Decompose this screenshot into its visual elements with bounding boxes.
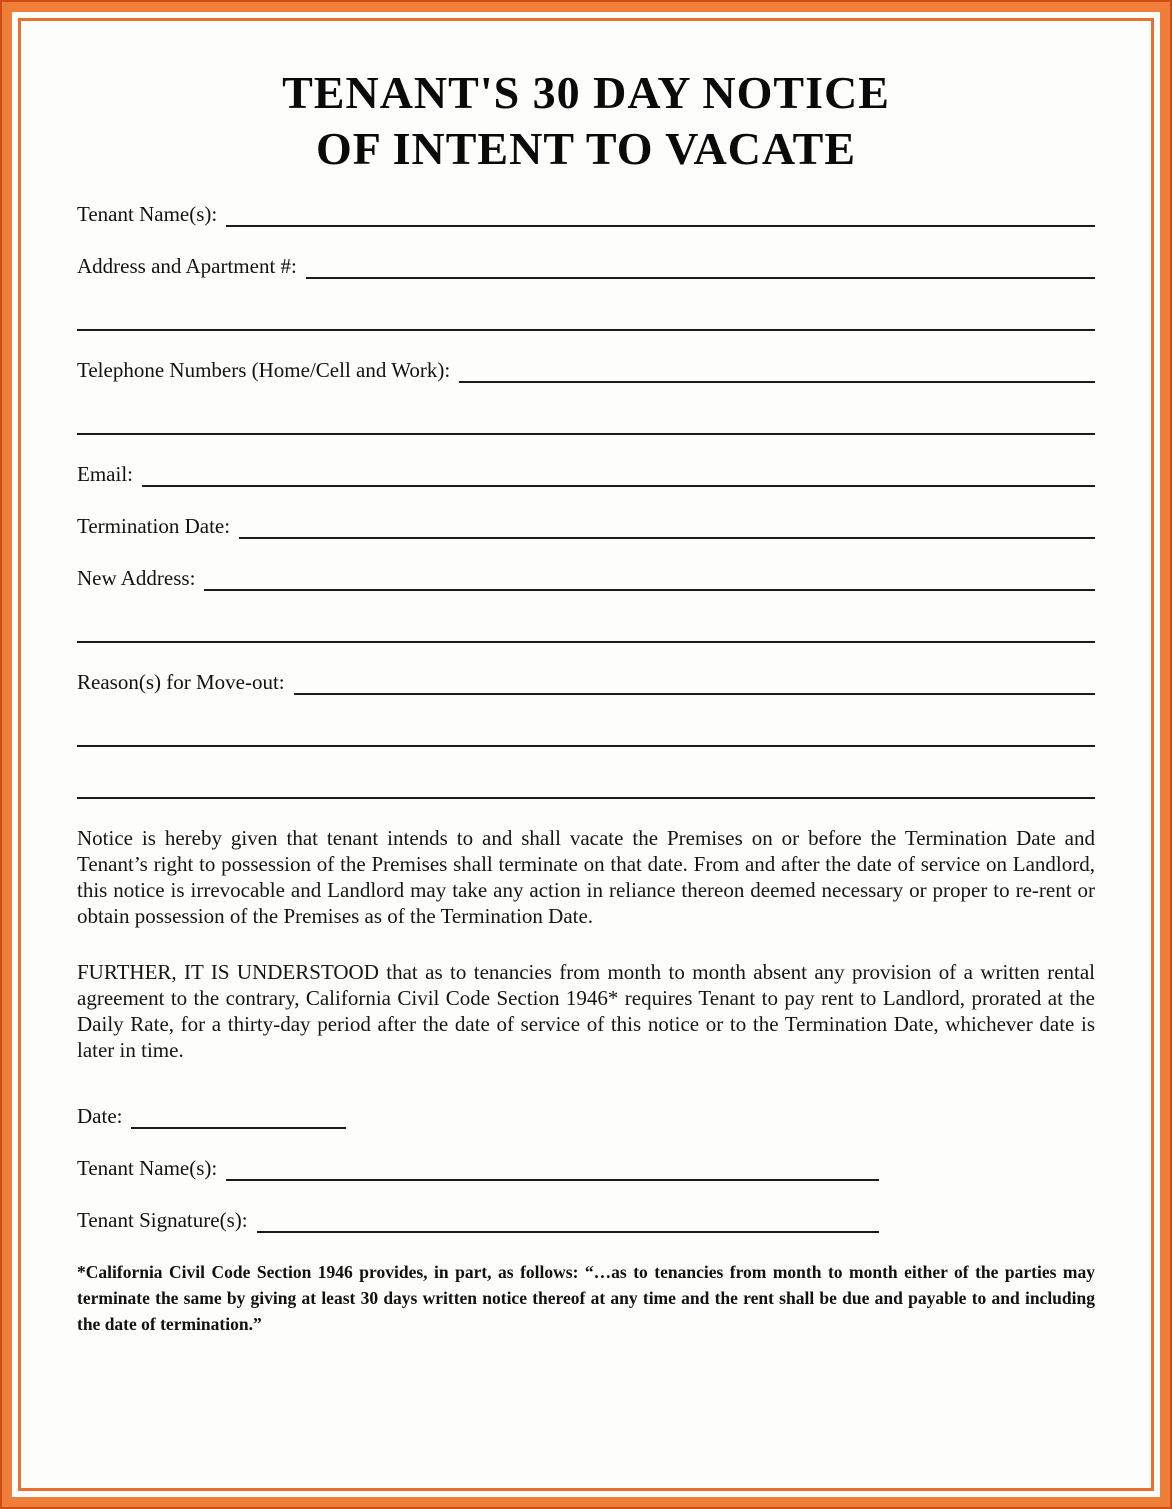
date-label: Date: <box>77 1104 123 1129</box>
signature-row-tenant-names <box>77 1155 879 1181</box>
field-row-reason-cont-2 <box>77 773 1095 799</box>
telephone-label: Telephone Numbers (Home/Cell and Work): <box>77 358 451 383</box>
page <box>18 18 1154 1491</box>
signature-tenant-names-label: Tenant Name(s): <box>77 1156 218 1181</box>
field-row-telephone-cont <box>77 409 1095 435</box>
email-label: Email: <box>77 462 133 487</box>
telephone-input-line-1[interactable] <box>459 357 1095 383</box>
field-row-address <box>77 253 1095 279</box>
field-row-email <box>77 461 1095 487</box>
address-label: Address and Apartment #: <box>77 254 297 279</box>
field-row-telephone <box>77 357 1095 383</box>
notice-paragraph: Notice is hereby given that tenant intends to and shall vacate the Premises on or before the Termination Date and Tenant’s right to possession of the Premises shall terminate on that date. From and after the date of service on Landlord, this notice is irrevocable and Landlord may take any action in reliance thereon deemed necessary or proper to re-rent or obtain possession of the Premises as of the Termination Date. <box>77 826 1095 929</box>
date-input-line[interactable] <box>131 1103 346 1129</box>
new-address-input-line-2[interactable] <box>77 617 1095 643</box>
termination-date-label: Termination Date: <box>77 514 231 539</box>
new-address-input-line-1[interactable] <box>204 565 1095 591</box>
new-address-label: New Address: <box>77 566 196 591</box>
field-row-termination-date <box>77 513 1095 539</box>
title-line-2: OF INTENT TO VACATE <box>315 123 857 175</box>
field-row-reason-cont-1 <box>77 721 1095 747</box>
reason-input-line-3[interactable] <box>77 773 1095 799</box>
tenant-signature-label: Tenant Signature(s): <box>77 1208 248 1233</box>
signature-row-date <box>77 1103 1095 1129</box>
field-row-tenant-names <box>77 201 1095 227</box>
field-row-reason <box>77 669 1095 695</box>
field-row-new-address-cont <box>77 617 1095 643</box>
reason-input-line-1[interactable] <box>294 669 1095 695</box>
reason-input-line-2[interactable] <box>77 721 1095 747</box>
field-row-new-address <box>77 565 1095 591</box>
signature-row-tenant-signature <box>77 1207 879 1233</box>
email-input-line[interactable] <box>142 461 1095 487</box>
page-border-gap <box>12 12 1160 1497</box>
field-row-address-cont <box>77 305 1095 331</box>
telephone-input-line-2[interactable] <box>77 409 1095 435</box>
signature-tenant-names-input-line[interactable] <box>226 1155 879 1181</box>
address-input-line-1[interactable] <box>306 253 1095 279</box>
title-line-1: TENANT'S 30 DAY NOTICE <box>282 67 890 118</box>
termination-date-input-line[interactable] <box>239 513 1095 539</box>
document-title <box>77 65 1095 177</box>
address-input-line-2[interactable] <box>77 305 1095 331</box>
tenant-signature-input-line[interactable] <box>257 1207 879 1233</box>
tenant-names-label: Tenant Name(s): <box>77 202 218 227</box>
tenant-names-input-line[interactable] <box>226 201 1095 227</box>
reason-label: Reason(s) for Move-out: <box>77 670 285 695</box>
footnote: *California Civil Code Section 1946 provides, in part, as follows: “…as to tenancies from month to month either of the parties may terminate the same by giving at least 30 days written notice thereof at any time and the rent shall be due and payable to and including the date of termination.” <box>77 1262 1095 1335</box>
further-paragraph: FURTHER, IT IS UNDERSTOOD that as to tenancies from month to month absent any provision of a written rental agreement to the contrary, California Civil Code Section 1946* requires Tenant to pay rent to Landlord, prorated at the Daily Rate, for a thirty-day period after the date of service of this notice or to the Termination Date, whichever date is later in time. <box>77 960 1095 1063</box>
